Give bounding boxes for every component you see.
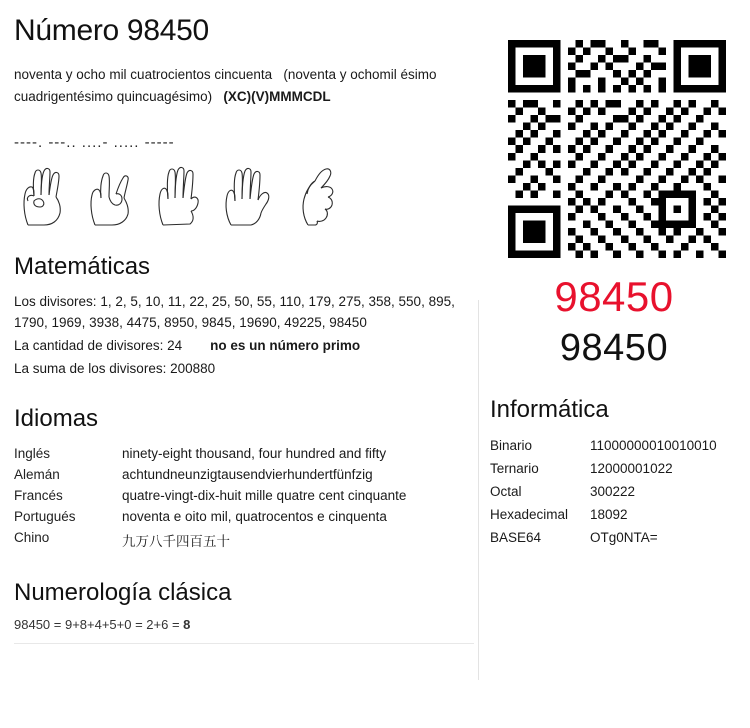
table-row [14, 527, 484, 553]
informatics-name: Binario [490, 438, 533, 453]
language-name: Inglés [14, 446, 51, 461]
informatics-name: Octal [490, 484, 522, 499]
languages-table [14, 443, 484, 553]
languages-heading: Idiomas [14, 405, 99, 432]
language-value: quatre-vingt-dix-huit mille quatre cent cinquante [122, 488, 407, 503]
divisor-count-row [14, 335, 484, 356]
right-column [490, 0, 738, 549]
qr-code [508, 40, 738, 263]
informatics-value: 18092 [590, 507, 628, 522]
ordinal-words: (noventa y ochomil ésimo cuadrigentésimo quincuagésimo) [14, 67, 437, 104]
table-row [490, 457, 738, 480]
informatics-value: OTg0NTA= [590, 530, 658, 545]
cardinal-words: noventa y ocho mil cuatrocientos cincuenta [14, 67, 273, 82]
left-column [14, 0, 484, 632]
table-row [14, 485, 484, 506]
numerology-heading: Numerología clásica [14, 579, 232, 606]
language-value: 九万八千四百五十 [122, 534, 230, 549]
informatics-name: BASE64 [490, 530, 542, 545]
divisors-label: Los divisores: [14, 294, 97, 309]
morse-code: ----. ---.. ....- ..... ----- [14, 134, 175, 151]
language-name: Alemán [14, 467, 60, 482]
divisors-value: 1, 2, 5, 10, 11, 22, 25, 50, 55, 110, 179, 275, 358, 550, 895, 1790, 1969, 3938, 4475, 8950, 9845, 19690, 49225, 98450 [14, 294, 455, 330]
language-value: noventa e oito mil, quatrocentos e cinquenta [122, 509, 387, 524]
language-value: achtundneunzigtausendvierhundertfünfzig [122, 467, 373, 482]
divisor-count-label: La cantidad de divisores: [14, 338, 164, 353]
table-row [14, 443, 484, 464]
informatics-heading: Informática [490, 396, 609, 423]
divisor-count-value: 24 [167, 338, 183, 353]
number-display-black: 98450 [559, 327, 669, 369]
informatics-value: 11000000010010010 [590, 438, 717, 453]
language-name: Chino [14, 530, 50, 545]
divisor-sum-value: 200880 [170, 361, 216, 376]
table-row [490, 503, 738, 526]
horizontal-divider [14, 643, 474, 644]
informatics-table [490, 434, 738, 549]
informatics-name: Ternario [490, 461, 539, 476]
informatics-value: 300222 [590, 484, 636, 499]
qr-code-image [508, 40, 726, 258]
hand-sign-8-icon [82, 161, 144, 227]
roman-numeral: (XC)(V)MMMCDL [223, 89, 331, 104]
divisor-count [14, 335, 182, 356]
math-block [14, 291, 484, 379]
hand-sign-4-icon [150, 161, 212, 227]
table-row [490, 434, 738, 457]
language-name: Francés [14, 488, 63, 503]
math-heading: Matemáticas [14, 253, 151, 280]
divisor-sum-row [14, 358, 484, 379]
table-row [14, 464, 484, 485]
informatics-value: 12000001022 [590, 461, 673, 476]
divisors-line [14, 291, 484, 333]
table-row [14, 506, 484, 527]
number-display-red: 98450 [554, 273, 674, 320]
number-in-words [14, 64, 484, 108]
table-row [490, 526, 738, 549]
hand-sign-9-icon [14, 161, 76, 227]
hand-sign-5-icon [218, 161, 280, 227]
prime-note: no es un número primo [210, 338, 361, 353]
language-value: ninety-eight thousand, four hundred and fifty [122, 446, 387, 461]
hand-sign-0-icon [286, 161, 348, 227]
language-name: Portugués [14, 509, 76, 524]
table-row [490, 480, 738, 503]
numerology-formula [14, 617, 484, 632]
page-title: Número 98450 [14, 14, 209, 47]
numerology-formula-text: 98450 = 9+8+4+5+0 = 2+6 = [14, 617, 184, 632]
numerology-result: 8 [183, 617, 191, 632]
sign-language-digits [14, 155, 484, 227]
informatics-name: Hexadecimal [490, 507, 569, 522]
divisor-sum-label: La suma de los divisores: [14, 361, 167, 376]
